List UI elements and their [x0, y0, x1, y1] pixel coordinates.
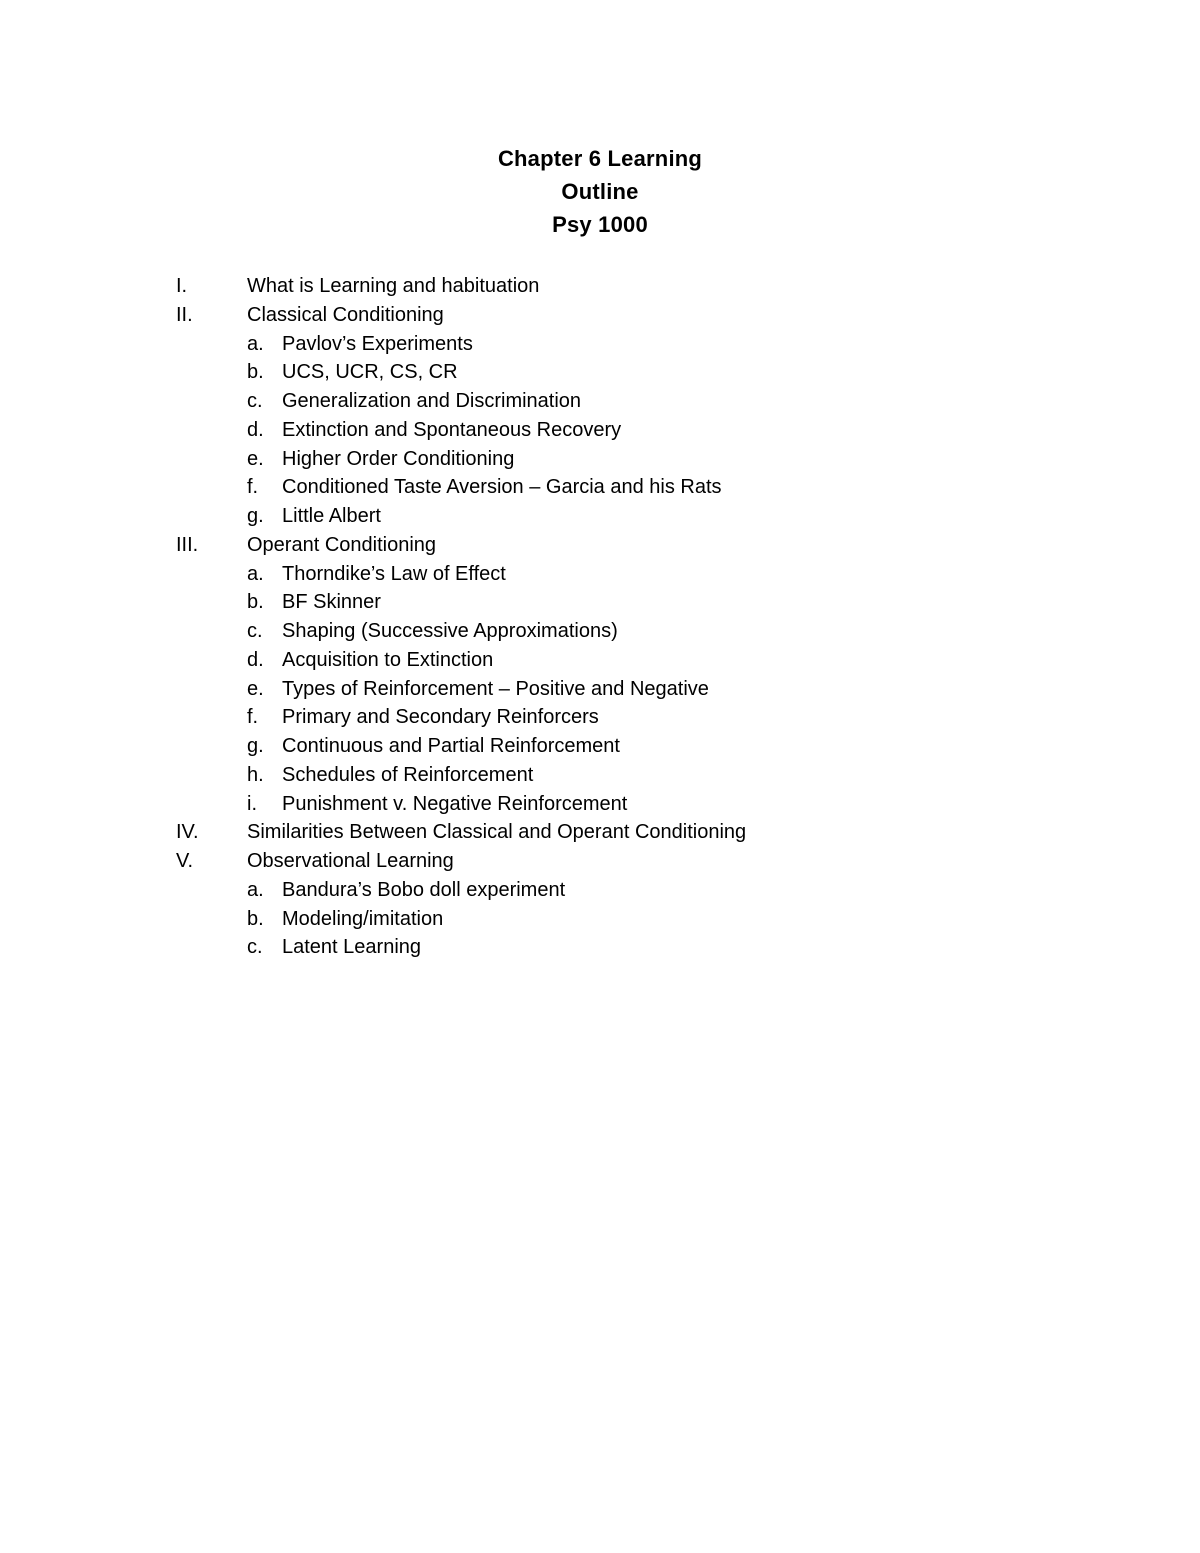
outline-list [0, 272, 1200, 962]
outline-marker: d. [247, 418, 264, 441]
outline-marker: I. [176, 275, 188, 297]
outline-text: What is Learning and habituation [247, 275, 540, 297]
outline-section [0, 272, 1200, 301]
outline-subitem [0, 617, 1200, 646]
outline-marker: c. [247, 620, 263, 642]
outline-text: Modeling/imitation [282, 907, 444, 930]
outline-text: Types of Reinforcement – Positive and Negative [282, 677, 709, 700]
outline-marker: b. [247, 591, 264, 614]
outline-subitem [0, 933, 1200, 962]
outline-text: Schedules of Reinforcement [282, 763, 534, 786]
outline-subitem [0, 588, 1200, 617]
document-header [0, 142, 1200, 241]
outline-text: Observational Learning [247, 850, 454, 872]
outline-text: Conditioned Taste Aversion – Garcia and his Rats [282, 476, 722, 499]
outline-subitem [0, 387, 1200, 416]
outline-marker: V. [176, 850, 194, 872]
outline-text: Pavlov’s Experiments [282, 332, 473, 355]
outline-text: Bandura’s Bobo doll experiment [282, 878, 566, 901]
outline-marker: b. [247, 907, 264, 930]
outline-text: UCS, UCR, CS, CR [282, 361, 458, 384]
outline-text: BF Skinner [282, 591, 381, 614]
outline-text: Shaping (Successive Approximations) [282, 620, 618, 642]
outline-text: Primary and Secondary Reinforcers [282, 706, 599, 729]
outline-subitem [0, 675, 1200, 704]
outline-marker: i. [247, 792, 257, 815]
outline-marker: g. [247, 735, 264, 757]
outline-text: Extinction and Spontaneous Recovery [282, 418, 622, 441]
outline-text: Similarities Between Classical and Operant Conditioning [247, 821, 747, 844]
outline-marker: e. [247, 447, 264, 470]
outline-text: Little Albert [282, 505, 381, 527]
outline-subitem [0, 416, 1200, 445]
outline-marker: e. [247, 677, 264, 700]
document-title: Chapter 6 Learning [497, 146, 703, 171]
outline-marker: a. [247, 332, 264, 355]
outline-marker: h. [247, 763, 264, 786]
outline-subitem [0, 445, 1200, 474]
outline-subitem [0, 358, 1200, 387]
outline-subitem [0, 732, 1200, 761]
outline-text: Acquisition to Extinction [282, 648, 494, 671]
outline-subitem [0, 502, 1200, 531]
outline-text: Operant Conditioning [247, 533, 437, 556]
outline-subitem [0, 330, 1200, 359]
outline-marker: d. [247, 648, 264, 671]
outline-subitem [0, 703, 1200, 732]
outline-text: Continuous and Partial Reinforcement [282, 735, 620, 757]
outline-subitem [0, 646, 1200, 675]
outline-marker: f. [247, 476, 259, 499]
outline-subitem [0, 473, 1200, 502]
outline-section [0, 847, 1200, 876]
outline-text: Classical Conditioning [247, 303, 444, 326]
outline-marker: IV. [176, 821, 199, 844]
outline-subitem [0, 790, 1200, 819]
outline-marker: a. [247, 562, 264, 585]
outline-subitem [0, 761, 1200, 790]
outline-text: Generalization and Discrimination [282, 390, 582, 412]
course-name: Psy 1000 [552, 212, 648, 237]
outline-text: Thorndike’s Law of Effect [282, 562, 506, 585]
outline-subitem [0, 905, 1200, 934]
outline-section [0, 531, 1200, 560]
outline-section [0, 818, 1200, 847]
outline-marker: c. [247, 936, 263, 959]
outline-marker: g. [247, 505, 264, 527]
outline-subitem [0, 876, 1200, 905]
outline-section [0, 301, 1200, 330]
outline-marker: f. [247, 706, 259, 729]
outline-marker: III. [176, 533, 199, 556]
outline-marker: II. [176, 303, 193, 326]
outline-marker: a. [247, 878, 264, 901]
outline-subitem [0, 560, 1200, 589]
outline-text: Latent Learning [282, 936, 422, 959]
document-subtitle: Outline [561, 179, 639, 204]
outline-text: Punishment v. Negative Reinforcement [282, 792, 628, 815]
outline-text: Higher Order Conditioning [282, 447, 515, 470]
outline-marker: b. [247, 361, 264, 384]
outline-marker: c. [247, 390, 263, 412]
